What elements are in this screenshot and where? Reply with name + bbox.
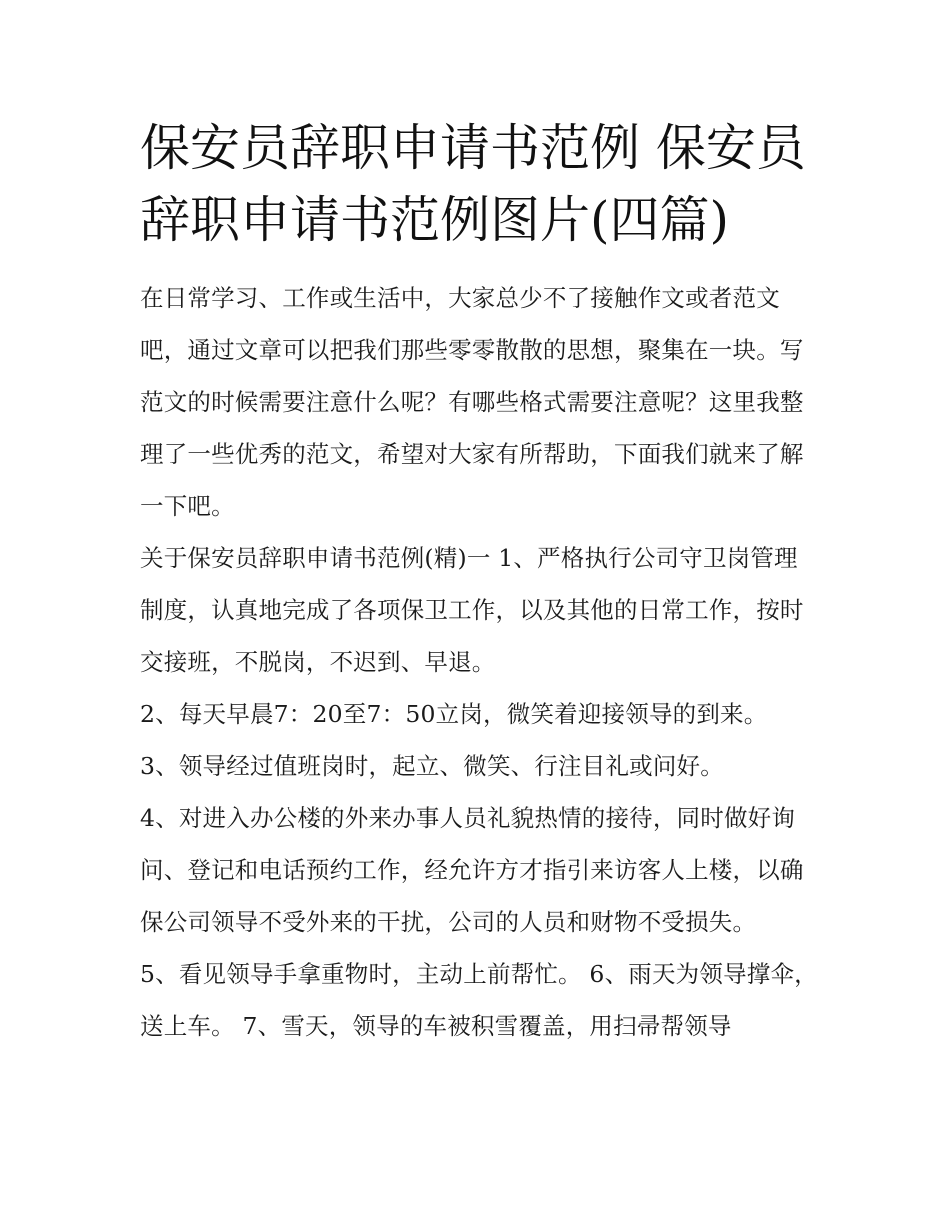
- document-page: [140, 112, 820, 1052]
- paragraph-item-3: 3、领导经过值班岗时，起立、微笑、行注目礼或问好。: [140, 752, 724, 780]
- document-title: 保安员辞职申请书范例 保安员辞职申请书范例图片(四篇): [140, 119, 806, 249]
- paragraph-item-5-7: 5、看见领导手拿重物时，主动上前帮忙。 6、雨天为领导撑伞，送上车。 7、雪天，领导的车被积雪覆盖，用扫帚帮领导: [140, 960, 818, 1040]
- paragraph-intro: 在日常学习、工作或生活中，大家总少不了接触作文或者范文吧，通过文章可以把我们那些零零散散的思想，聚集在一块。写范文的时候需要注意什么呢？有哪些格式需要注意呢？这里我整理了一些优秀的范文，希望对大家有所帮助，下面我们就来了解一下吧。: [140, 284, 804, 520]
- paragraph-item-2: 2、每天早晨7：20至7：50立岗，微笑着迎接领导的到来。: [140, 700, 768, 728]
- paragraph-item-4: 4、对进入办公楼的外来办事人员礼貌热情的接待，同时做好询问、登记和电话预约工作，经允许方才指引来访客人上楼，以确保公司领导不受外来的干扰，公司的人员和财物不受损失。: [140, 804, 804, 936]
- paragraph-item-1: 关于保安员辞职申请书范例(精)一 1、严格执行公司守卫岗管理制度，认真地完成了各项保卫工作，以及其他的日常工作，按时交接班，不脱岗，不迟到、早退。: [140, 544, 804, 676]
- document-body: [140, 272, 820, 1052]
